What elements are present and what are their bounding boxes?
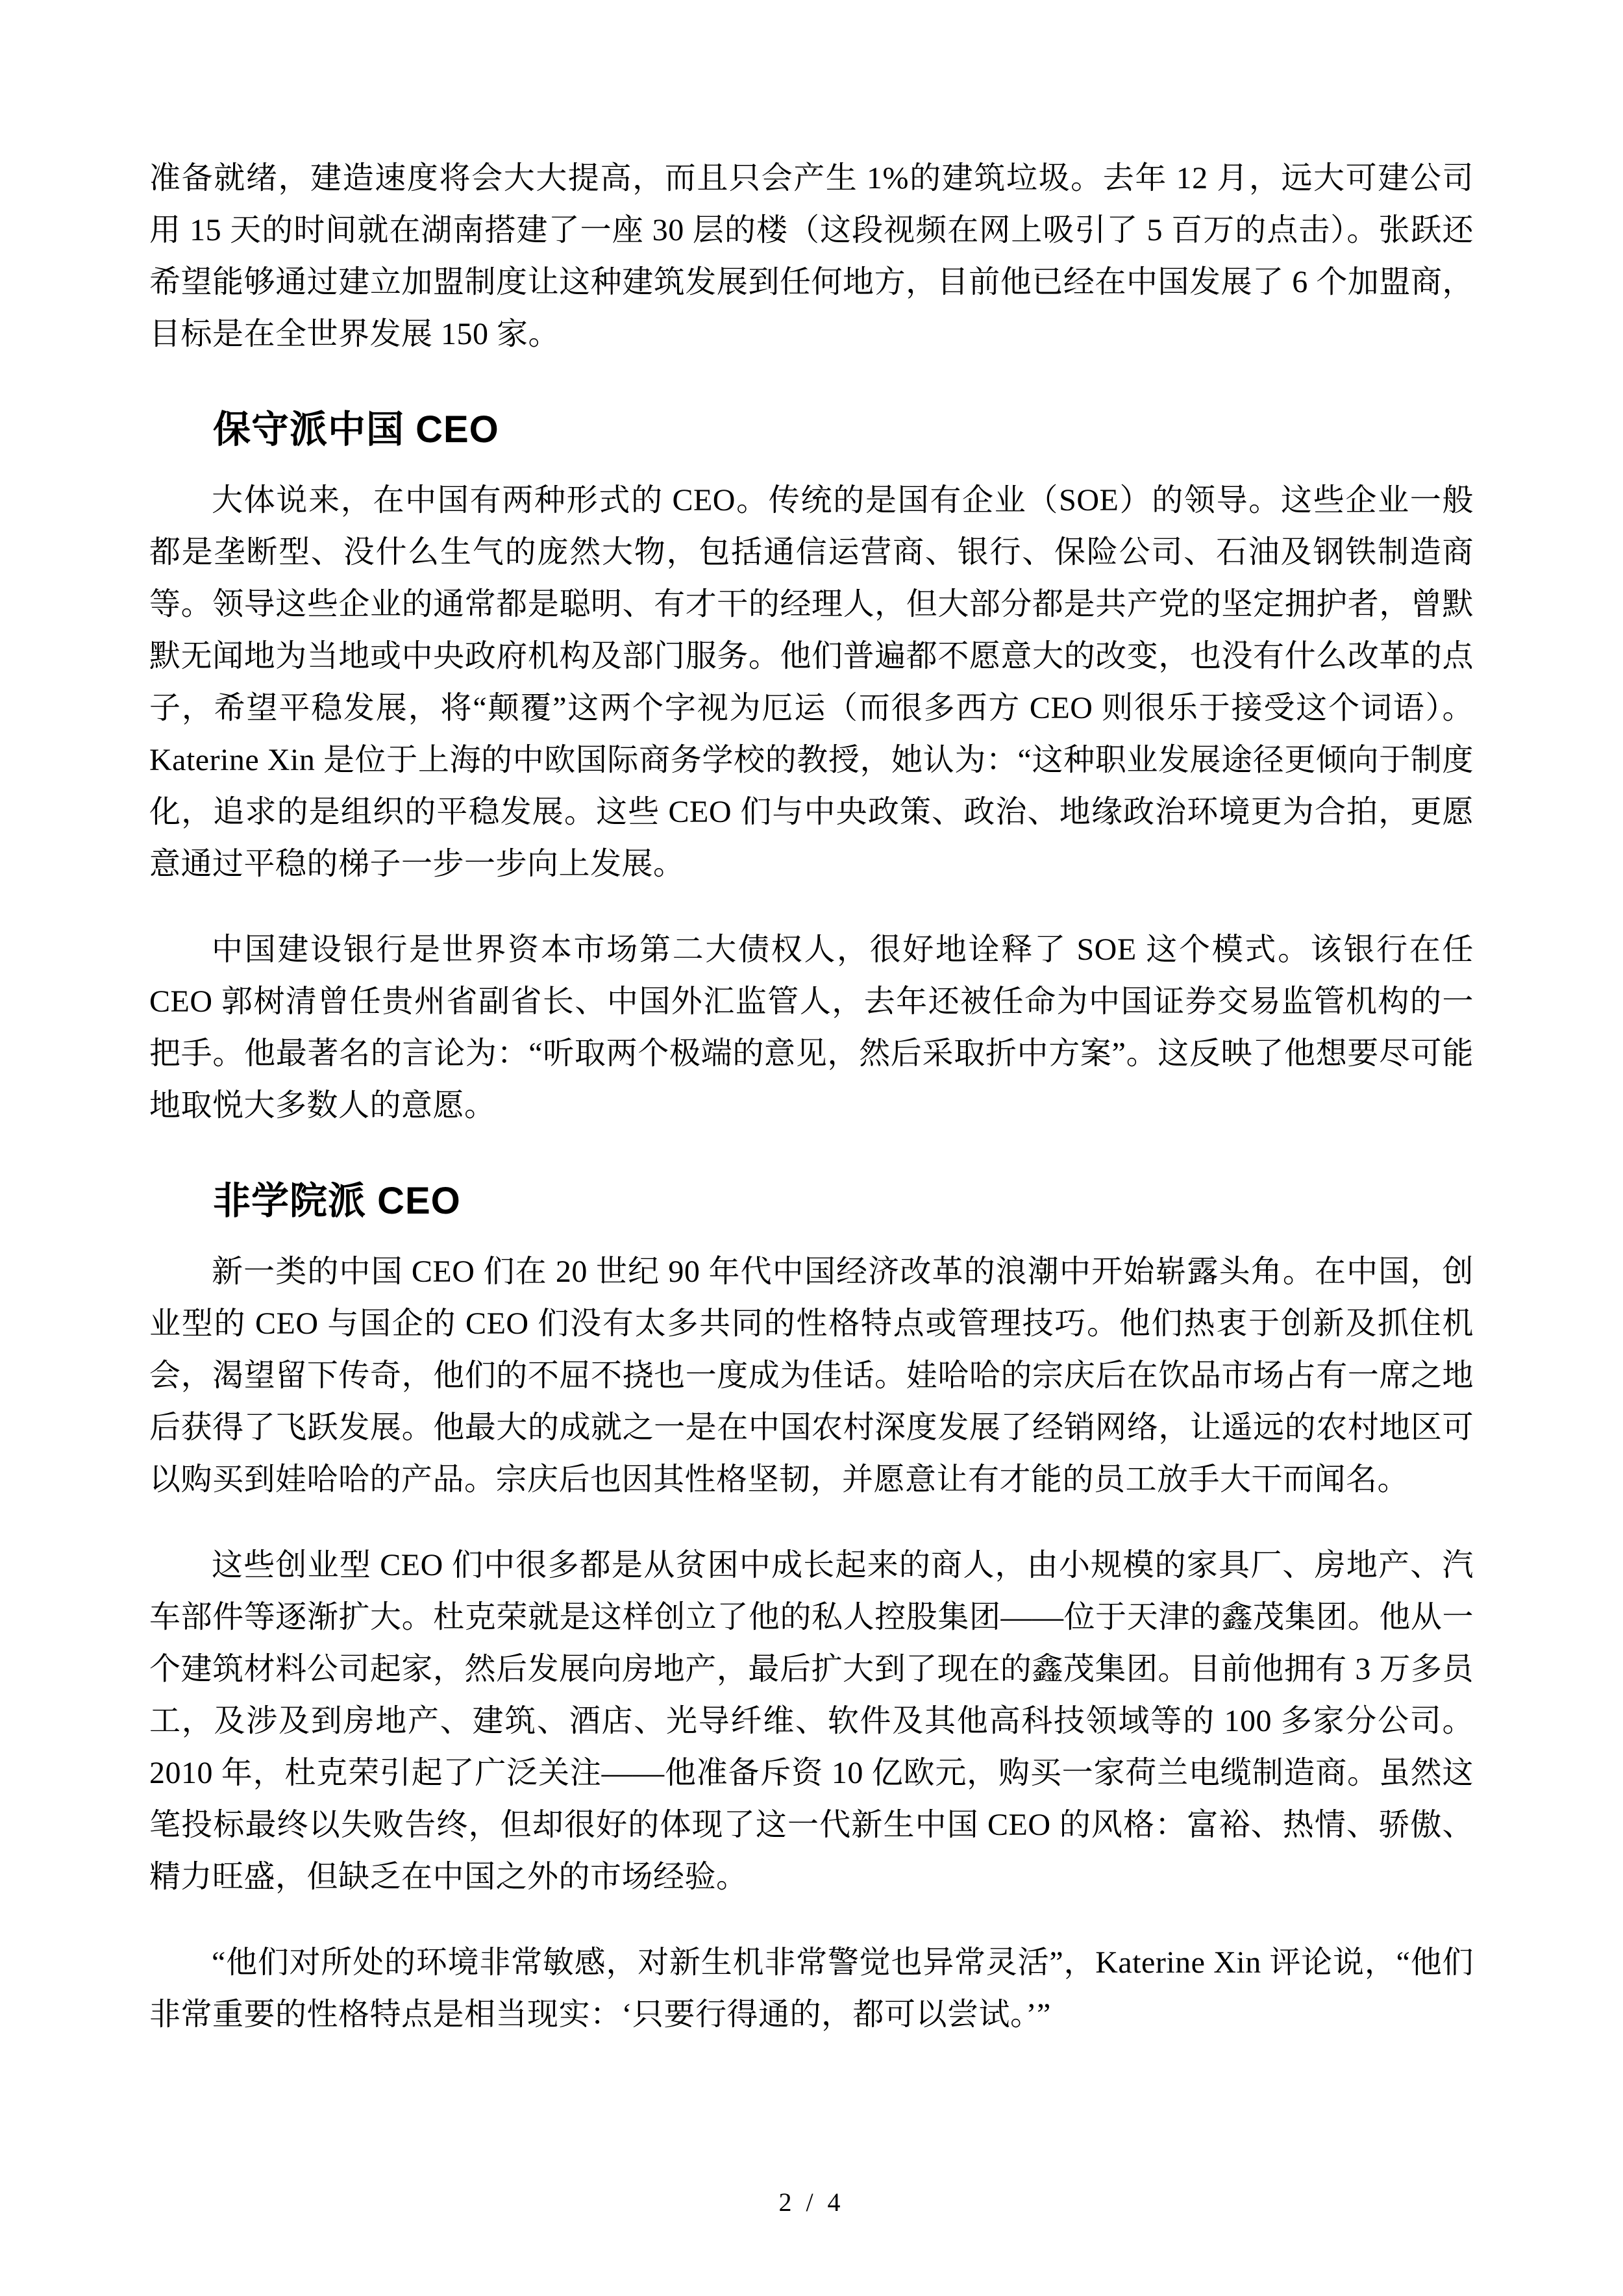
page-footer (0, 2187, 1623, 2218)
section-heading-nonacademic-ceo: 非学院派 CEO (213, 1180, 461, 1222)
page-number: 2 / 4 (778, 2188, 845, 2217)
paragraph: 中国建设银行是世界资本市场第二大债权人，很好地诠释了 SOE 这个模式。该银行在任 CEO 郭树清曾任贵州省副省长、中国外汇监管人，去年还被任命为中国证券交易监管机构的一把手。他最著名的言论为：“听取两个极端的意见，然后采取折中方案”。这反映了他想要尽可能地取悦大多数人的意愿。 (149, 932, 1474, 1123)
page-content (149, 153, 1474, 2075)
paragraph-intro-continuation: 准备就绪，建造速度将会大大提高，而且只会产生 1%的建筑垃圾。去年 12 月，远大可建公司用 15 天的时间就在湖南搭建了一座 30 层的楼（这段视频在网上吸引了 5 百万的点击）。张跃还希望能够通过建立加盟制度让这种建筑发展到任何地方，目前他已经在中国发展了 6 个加盟商，目标是在全世界发展 150 家。 (149, 161, 1474, 351)
paragraph: “他们对所处的环境非常敏感，对新生机非常警觉也异常灵活”，Katerine Xin 评论说，“他们非常重要的性格特点是相当现实：‘只要行得通的，都可以尝试。’” (149, 1945, 1474, 2032)
section-heading-conservative-ceo: 保守派中国 CEO (213, 408, 499, 451)
paragraph: 新一类的中国 CEO 们在 20 世纪 90 年代中国经济改革的浪潮中开始崭露头角。在中国，创业型的 CEO 与国企的 CEO 们没有太多共同的性格特点或管理技巧。他们热衷于创新及抓住机会，渴望留下传奇，他们的不屈不挠也一度成为佳话。娃哈哈的宗庆后在饮品市场占有一席之地后获得了飞跃发展。他最大的成就之一是在中国农村深度发展了经销网络，让遥远的农村地区可以购买到娃哈哈的产品。宗庆后也因其性格坚韧，并愿意让有才能的员工放手大干而闻名。 (149, 1254, 1474, 1497)
paragraph: 大体说来，在中国有两种形式的 CEO。传统的是国有企业（SOE）的领导。这些企业一般都是垄断型、没什么生气的庞然大物，包括通信运营商、银行、保险公司、石油及钢铁制造商等。领导这些企业的通常都是聪明、有才干的经理人，但大部分都是共产党的坚定拥护者，曾默默无闻地为当地或中央政府机构及部门服务。他们普遍都不愿意大的改变，也没有什么改革的点子，希望平稳发展，将“颠覆”这两个字视为厄运（而很多西方 CEO 则很乐于接受这个词语）。Katerine Xin 是位于上海的中欧国际商务学校的教授，她认为：“这种职业发展途径更倾向于制度化，追求的是组织的平稳发展。这些 CEO 们与中央政策、政治、地缘政治环境更为合拍，更愿意通过平稳的梯子一步一步向上发展。 (149, 483, 1474, 881)
paragraph: 这些创业型 CEO 们中很多都是从贫困中成长起来的商人，由小规模的家具厂、房地产、汽车部件等逐渐扩大。杜克荣就是这样创立了他的私人控股集团——位于天津的鑫茂集团。他从一个建筑材料公司起家，然后发展向房地产，最后扩大到了现在的鑫茂集团。目前他拥有 3 万多员工，及涉及到房地产、建筑、酒店、光导纤维、软件及其他高科技领域等的 100 多家分公司。2010 年，杜克荣引起了广泛关注——他准备斥资 10 亿欧元，购买一家荷兰电缆制造商。虽然这笔投标最终以失败告终，但却很好的体现了这一代新生中国 CEO 的风格：富裕、热情、骄傲、精力旺盛，但缺乏在中国之外的市场经验。 (149, 1548, 1474, 1894)
